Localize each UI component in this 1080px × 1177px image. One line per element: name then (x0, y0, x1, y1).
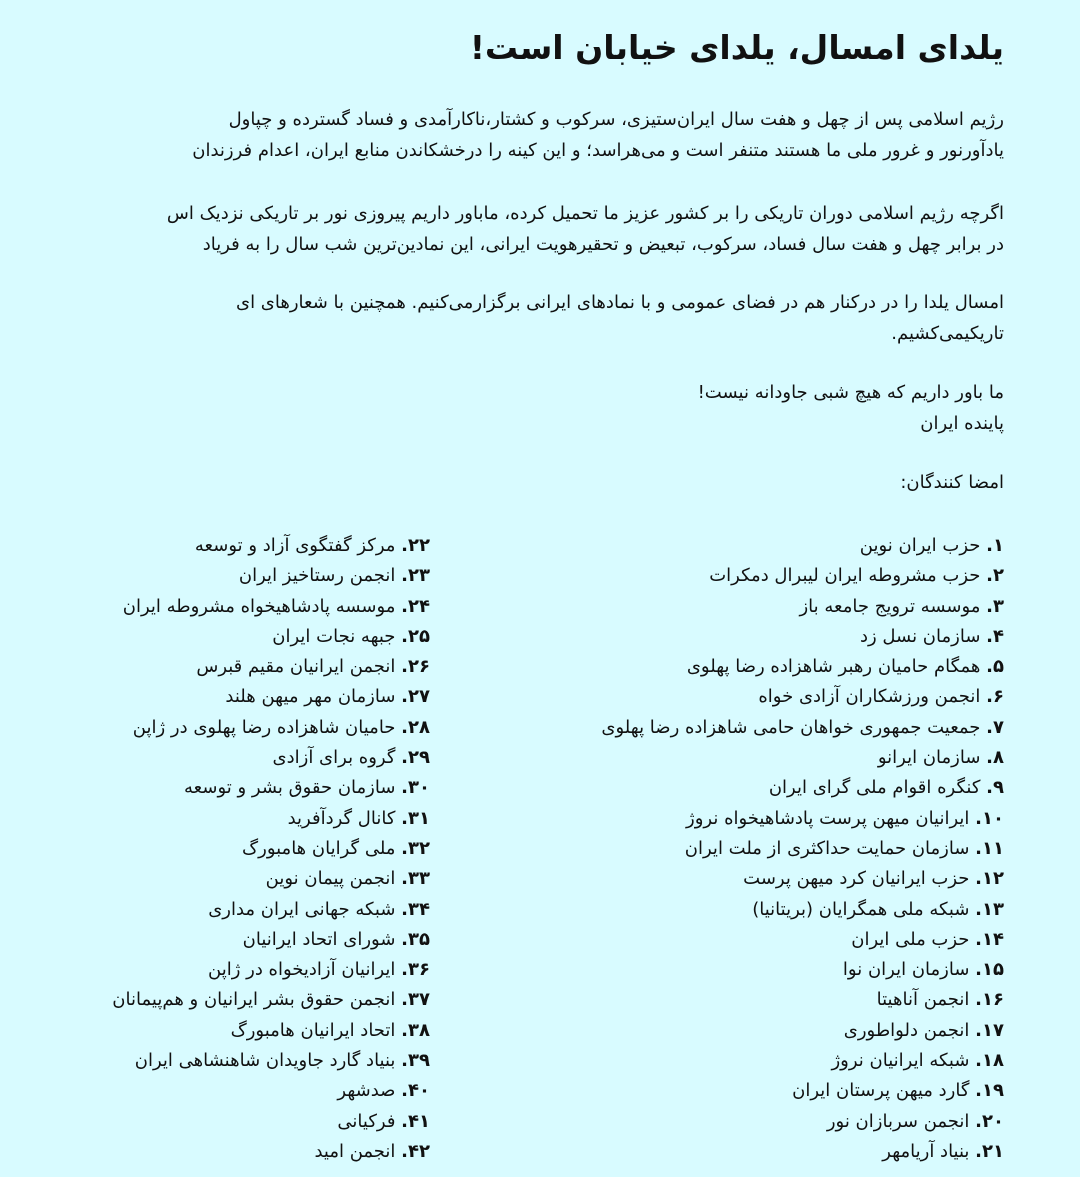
signer-name: سازمان ایرانو (877, 747, 981, 769)
signer-name: مرکز گفتگوی آزاد و توسعه (194, 535, 396, 556)
signer-item (112, 834, 430, 864)
signer-item (112, 985, 430, 1015)
signer-number: ۸. (986, 747, 1004, 769)
signer-name: گارد میهن پرستان ایران (792, 1080, 970, 1102)
signer-name: بنیاد آریامهر (882, 1140, 970, 1162)
signer-number: ۳۱. (401, 807, 430, 829)
signer-name: شبکه ایرانیان نروژ (831, 1050, 970, 1072)
page-title: یلدای امسال، یلدای خیابان است! (469, 28, 1004, 67)
paragraph-line: ما باور داریم که هیچ شبی جاودانه نیست! (697, 382, 1004, 403)
signer-number: ۲۸. (401, 716, 430, 738)
signer-name: حزب مشروطه ایران لیبرال دمکرات (709, 565, 981, 587)
signer-number: ۴۲. (401, 1140, 430, 1162)
signer-number: ۲۷. (401, 686, 430, 708)
signer-name: همگام حامیان رهبر شاهزاده رضا پهلوی (686, 656, 981, 678)
signer-number: ۴۰. (401, 1080, 430, 1102)
paragraph-line: در برابر چهل و هفت سال فساد، سرکوب، تبعیض و تحقیرهویت ایرانی، این نمادین‌ترین شب سال را به فریاد (202, 234, 1004, 255)
signer-name: ملی گرایان هامبورگ (242, 837, 396, 859)
signer-name: سازمان ایران نوا (842, 959, 970, 981)
signer-number: ۱۴. (975, 928, 1004, 950)
signer-item (112, 1046, 430, 1076)
signer-item (601, 895, 1004, 925)
signer-number: ۲۵. (401, 625, 430, 647)
paragraph-line: امسال یلدا را در درکنار هم در فضای عمومی و با نمادهای ایرانی برگزارمی‌کنیم. همچنین با شعارهای ای (235, 292, 1004, 313)
signers-list-right (601, 531, 1004, 1167)
signer-number: ۲۲. (401, 535, 430, 556)
signer-number: ۱۹. (975, 1080, 1004, 1102)
signer-number: ۷. (986, 716, 1004, 738)
signer-name: اتحاد ایرانیان هامبورگ (230, 1019, 396, 1041)
paragraph-3 (236, 287, 1004, 349)
signer-number: ۲۶. (401, 656, 430, 678)
signers-label: امضا کنندگان: (900, 472, 1004, 493)
signer-name: سازمان مهر میهن هلند (225, 686, 396, 708)
signer-name: انجمن حقوق بشر ایرانیان و هم‌پیمانان (112, 989, 396, 1011)
signer-name: انجمن امید (314, 1140, 396, 1162)
signer-number: ۵. (986, 656, 1004, 678)
signer-item (112, 1107, 430, 1137)
signer-number: ۱. (986, 535, 1004, 556)
signer-number: ۱۰. (975, 807, 1004, 829)
signer-name: سازمان نسل زد (859, 625, 981, 647)
signer-item (112, 592, 430, 622)
signer-name: بنیاد گارد جاویدان شاهنشاهی ایران (134, 1050, 396, 1072)
signer-name: سازمان حقوق بشر و توسعه (184, 777, 396, 799)
signer-name: انجمن ایرانیان مقیم قبرس (196, 656, 396, 678)
signer-name: فرکیانی (337, 1110, 396, 1132)
signer-number: ۳۷. (401, 989, 430, 1011)
signer-number: ۲۱. (975, 1140, 1004, 1162)
signer-item (601, 592, 1004, 622)
signer-name: شبکه جهانی ایران مداری (208, 898, 396, 920)
signer-name: حزب ملی ایران (851, 928, 970, 950)
signer-item (112, 804, 430, 834)
signer-name: ایرانیان میهن پرست پادشاهیخواه نروژ (686, 807, 970, 829)
signer-number: ۲۹. (401, 747, 430, 769)
signer-number: ۳۳. (401, 868, 430, 890)
signer-name: انجمن سربازان نور (826, 1110, 970, 1132)
signer-item (112, 773, 430, 803)
signer-name: انجمن دلواطوری (843, 1019, 970, 1041)
signer-number: ۱۱. (975, 837, 1004, 859)
signer-number: ۱۸. (975, 1050, 1004, 1072)
signer-number: ۳. (986, 595, 1004, 617)
signer-item (601, 652, 1004, 682)
signer-item (601, 1076, 1004, 1106)
signer-item (601, 1016, 1004, 1046)
signer-item (112, 1016, 430, 1046)
signer-name: حامیان شاهزاده رضا پهلوی در ژاپن (132, 716, 396, 738)
signer-item (601, 955, 1004, 985)
signer-number: ۳۶. (401, 959, 430, 981)
signer-number: ۳۲. (401, 837, 430, 859)
signer-item (112, 713, 430, 743)
signer-item (112, 743, 430, 773)
signer-number: ۱۳. (975, 898, 1004, 920)
signer-number: ۱۷. (975, 1019, 1004, 1041)
signer-number: ۲. (986, 565, 1004, 587)
signer-item (112, 864, 430, 894)
signer-item (112, 925, 430, 955)
signer-number: ۳۸. (401, 1019, 430, 1041)
signer-name: موسسه ترویج جامعه باز (799, 595, 981, 617)
signer-item (601, 622, 1004, 652)
signer-item (112, 531, 430, 561)
signer-number: ۱۵. (975, 959, 1004, 981)
signer-name: کنگره اقوام ملی گرای ایران (768, 777, 981, 799)
signer-item (112, 955, 430, 985)
signer-number: ۹. (986, 777, 1004, 799)
signer-item (601, 743, 1004, 773)
signer-item (112, 1076, 430, 1106)
signer-item (601, 925, 1004, 955)
signer-name: حزب ایران نوین (859, 535, 981, 556)
signer-name: جمعیت جمهوری خواهان حامی شاهزاده رضا پهلوی (601, 716, 981, 738)
signer-item (601, 864, 1004, 894)
signer-item (601, 713, 1004, 743)
signer-name: شورای اتحاد ایرانیان (242, 928, 396, 950)
paragraph-line: تاریکیمی‌کشیم. (891, 323, 1004, 344)
signer-number: ۲۴. (401, 595, 430, 617)
signer-item (601, 1137, 1004, 1167)
signer-name: کانال گردآفرید (287, 807, 396, 829)
signer-number: ۳۵. (401, 928, 430, 950)
signer-name: انجمن ورزشکاران آزادی خواه (758, 686, 981, 708)
paragraph-line: پاینده ایران (920, 413, 1004, 434)
signer-number: ۲۳. (401, 565, 430, 587)
paragraph-line: رژیم اسلامی پس از چهل و هفت سال ایران‌ستیزی، سرکوب و کشتار،ناکارآمدی و فساد گسترده و چپاول (228, 109, 1004, 130)
signer-item (112, 895, 430, 925)
signer-item (112, 561, 430, 591)
signer-number: ۱۶. (975, 989, 1004, 1011)
signer-name: انجمن آناهیتا (876, 989, 970, 1011)
signer-item (601, 682, 1004, 712)
signer-number: ۱۲. (975, 868, 1004, 890)
signer-name: ایرانیان آزادیخواه در ژاپن (208, 959, 396, 981)
signer-item (112, 652, 430, 682)
signer-item (601, 773, 1004, 803)
signer-item (601, 1107, 1004, 1137)
closing-paragraph (698, 377, 1004, 439)
signers-list-left (112, 531, 430, 1167)
signer-item (601, 985, 1004, 1015)
signer-item (112, 1137, 430, 1167)
signer-name: شبکه ملی همگرایان (بریتانیا) (752, 898, 970, 920)
signer-item (601, 834, 1004, 864)
signer-name: گروه برای آزادی (272, 747, 396, 769)
signer-item (601, 1046, 1004, 1076)
signer-name: جبهه نجات ایران (272, 625, 396, 647)
signer-number: ۳۰. (401, 777, 430, 799)
paragraph-line: اگرچه رژیم اسلامی دوران تاریکی را بر کشور عزیز ما تحمیل کرده، ماباور داریم پیروزی نور بر تاریکی نزدیک اس (166, 203, 1004, 224)
signer-number: ۳۹. (401, 1050, 430, 1072)
signer-number: ۲۰. (975, 1110, 1004, 1132)
signer-name: سازمان حمایت حداکثری از ملت ایران (684, 837, 970, 859)
paragraph-2 (167, 198, 1004, 260)
signer-item (112, 622, 430, 652)
signer-item (112, 682, 430, 712)
signer-number: ۶. (986, 686, 1004, 708)
signer-number: ۴. (986, 625, 1004, 647)
signer-name: حزب ایرانیان کرد میهن پرست (743, 868, 970, 890)
signer-item (601, 531, 1004, 561)
signer-number: ۳۴. (401, 898, 430, 920)
signer-number: ۴۱. (401, 1110, 430, 1132)
signer-item (601, 561, 1004, 591)
paragraph-line: یادآورنور و غرور ملی ما هستند متنفر است و می‌هراسد؛ و این کینه را درخشکاندن منابع ایران، اعدام فرزندان (192, 140, 1004, 161)
signer-name: صدشهر (337, 1080, 396, 1102)
signer-name: انجمن پیمان نوین (265, 868, 396, 890)
signer-name: انجمن رستاخیز ایران (238, 565, 396, 587)
signer-name: موسسه پادشاهیخواه مشروطه ایران (122, 595, 396, 617)
signer-item (601, 804, 1004, 834)
paragraph-1 (192, 104, 1004, 166)
